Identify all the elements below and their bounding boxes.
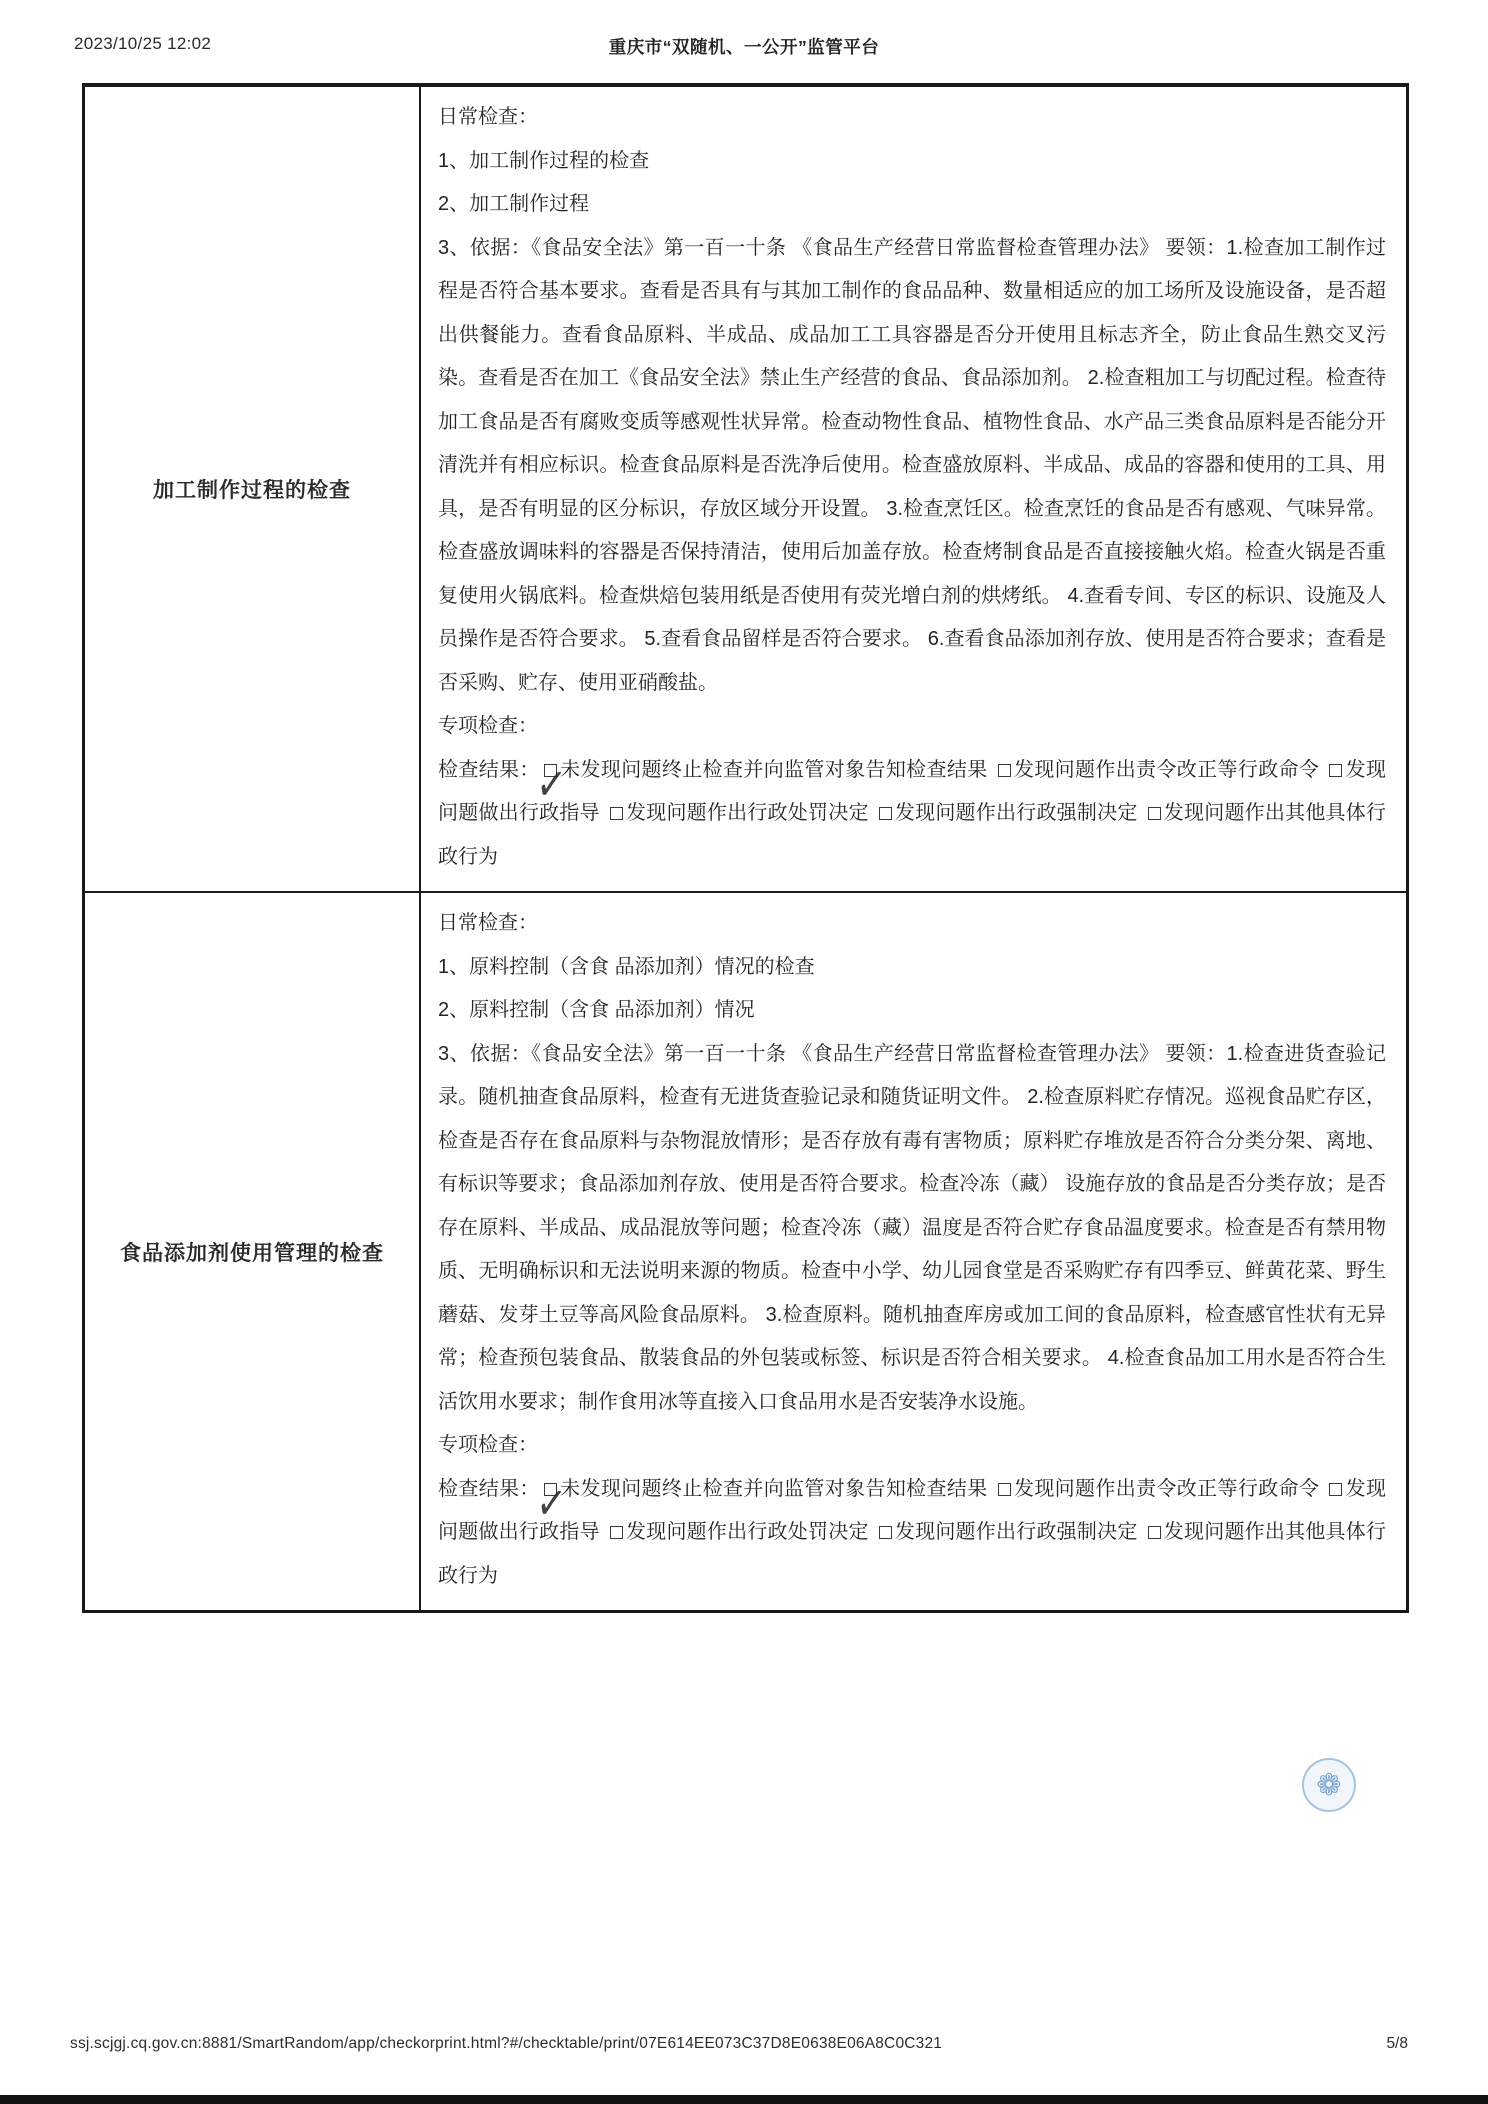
page-title: 重庆市“双随机、一公开”监管平台 <box>608 37 880 57</box>
result-option-label: 发现问题做出行政指导 <box>438 758 1387 824</box>
result-option-label: 发现问题做出行政指导 <box>438 1477 1387 1543</box>
result-option-label: 未发现问题终止检查并向监管对象告知检查结果 <box>559 758 988 781</box>
checkbox-icon <box>544 1483 557 1496</box>
result-option-label: 发现问题作出行政强制决定 <box>894 802 1138 824</box>
row-label: 食品添加剂使用管理的检查 <box>85 893 421 1610</box>
result-option <box>875 802 1138 824</box>
check-result-line <box>438 1468 1386 1599</box>
result-options <box>438 755 1387 868</box>
result-option-label: 发现问题作出其他具体行政行为 <box>438 802 1387 868</box>
result-option <box>994 1478 1320 1500</box>
check-result-line <box>438 749 1386 880</box>
check-item: 2、原料控制（含食 品添加剂）情况 <box>438 999 755 1021</box>
special-check-title: 专项检查： <box>438 1434 538 1456</box>
daily-check-title: 日常检查： <box>438 912 538 934</box>
checkbox-icon <box>544 764 557 777</box>
row-label: 加工制作过程的检查 <box>85 87 421 891</box>
handwritten-checkmark: ✓ <box>533 1474 569 1531</box>
checkbox-icon <box>610 807 623 820</box>
result-option-label: 发现问题作出责令改正等行政命令 <box>1013 758 1320 781</box>
check-item: 1、加工制作过程的检查 <box>438 149 650 172</box>
stamp-flower-icon: ❁ <box>1316 1768 1342 1802</box>
print-datetime: 2023/10/25 12:02 <box>74 34 212 53</box>
result-option-label: 发现问题作出行政处罚决定 <box>625 1521 869 1543</box>
footer-page-number: 5/8 <box>1386 2035 1408 2052</box>
result-option <box>875 1521 1138 1543</box>
result-option-label: 未发现问题终止检查并向监管对象告知检查结果 <box>559 1477 988 1500</box>
row-content <box>421 893 1406 1610</box>
handwritten-checkmark: ✓ <box>533 755 569 812</box>
blue-stamp-watermark <box>1302 1758 1356 1812</box>
check-item-basis: 3、依据：《食品安全法》第一百一十条 《食品生产经营日常监督检查管理办法》 要领：1.检查进货查验记录。随机抽查食品原料，检查有无进货查验记录和随货证明文件。 2.检查原料贮存情况。巡视食品贮存区，检查是否存在食品原料与杂物混放情形；是否存放有毒有害物质；原料贮存堆放是否符合分类分架、离地、有标识等要求；食品添加剂存放、使用是否符合要求。检查冷冻（藏） 设施存放的食品是否分类存放；是否存在原料、半成品、成品混放等问题；检查冷冻（藏）温度是否符合贮存食品温度要求。检查是否有禁用物质、无明确标识和无法说明来源的物质。检查中小学、幼儿园食堂是否采购贮存有四季豆、鲜黄花菜、野生蘑菇、发芽土豆等高风险食品原料。 3.检查原料。随机抽查库房或加工间的食品原料，检查感官性状有无异常；检查预包装食品、散装食品的外包装或标签、标识是否符合相关要求。 4.检查食品加工用水是否符合生活饮用水要求；制作食用冰等直接入口食品用水是否安装净水设施。 <box>438 1042 1386 1413</box>
result-option-label: 发现问题作出行政强制决定 <box>894 1521 1138 1543</box>
checkbox-icon <box>1148 807 1161 820</box>
footer-url: ssj.scjgj.cq.gov.cn:8881/SmartRandom/app/checkorprint.html?#/checktable/print/07E614EE073C37D8E0638E06A8C0C321 <box>70 2035 943 2052</box>
result-option <box>606 1521 869 1543</box>
result-option-label: 发现问题作出责令改正等行政命令 <box>1013 1477 1320 1500</box>
checkbox-icon <box>998 1483 1011 1496</box>
result-option <box>533 755 988 812</box>
special-check-title: 专项检查： <box>438 715 538 737</box>
check-item-basis: 3、依据：《食品安全法》第一百一十条 《食品生产经营日常监督检查管理办法》 要领：1.检查加工制作过程是否符合基本要求。查看是否具有与其加工制作的食品品种、数量相适应的加工场所及设施设备，是否超出供餐能力。查看食品原料、半成品、成品加工工具容器是否分开使用且标志齐全，防止食品生熟交叉污染。查看是否在加工《食品安全法》禁止生产经营的食品、食品添加剂。 2.检查粗加工与切配过程。检查待加工食品是否有腐败变质等感观性状异常。检查动物性食品、植物性食品、水产品三类食品原料是否能分开清洗并有相应标识。检查食品原料是否洗净后使用。检查盛放原料、半成品、成品的容器和使用的工具、用具，是否有明显的区分标识，存放区域分开设置。 3.检查烹饪区。检查烹饪的食品是否有感观、气味异常。检查盛放调味料的容器是否保持清洁，使用后加盖存放。检查烤制食品是否直接接触火焰。检查火锅是否重复使用火锅底料。检查烘焙包装用纸是否使用有荧光增白剂的烘烤纸。 4.查看专间、专区的标识、设施及人员操作是否符合要求。 5.查看食品留样是否符合要求。 6.查看食品添加剂存放、使用是否符合要求；查看是否采购、贮存、使用亚硝酸盐。 <box>438 236 1386 694</box>
result-prefix: 检查结果： <box>438 758 540 781</box>
checkbox-icon <box>1329 764 1342 777</box>
row-content <box>421 87 1406 891</box>
result-options <box>438 1474 1387 1587</box>
table-row <box>85 891 1406 1610</box>
checkbox-icon <box>998 764 1011 777</box>
scan-edge-artifact <box>0 2095 1488 2104</box>
result-option <box>606 802 869 824</box>
checkbox-icon <box>610 1526 623 1539</box>
daily-check-title: 日常检查： <box>438 106 538 128</box>
checkbox-icon <box>1329 1483 1342 1496</box>
checkbox-icon <box>879 807 892 820</box>
result-prefix: 检查结果： <box>438 1477 540 1500</box>
result-option-label: 发现问题作出其他具体行政行为 <box>438 1521 1387 1587</box>
result-option <box>994 759 1320 781</box>
checkbox-icon <box>1148 1526 1161 1539</box>
checkbox-icon <box>879 1526 892 1539</box>
result-option <box>533 1474 988 1531</box>
result-option-label: 发现问题作出行政处罚决定 <box>625 802 869 824</box>
inspection-table <box>82 83 1409 1613</box>
check-item: 1、原料控制（含食 品添加剂）情况的检查 <box>438 955 815 978</box>
table-row <box>85 87 1406 891</box>
check-item: 2、加工制作过程 <box>438 193 590 215</box>
